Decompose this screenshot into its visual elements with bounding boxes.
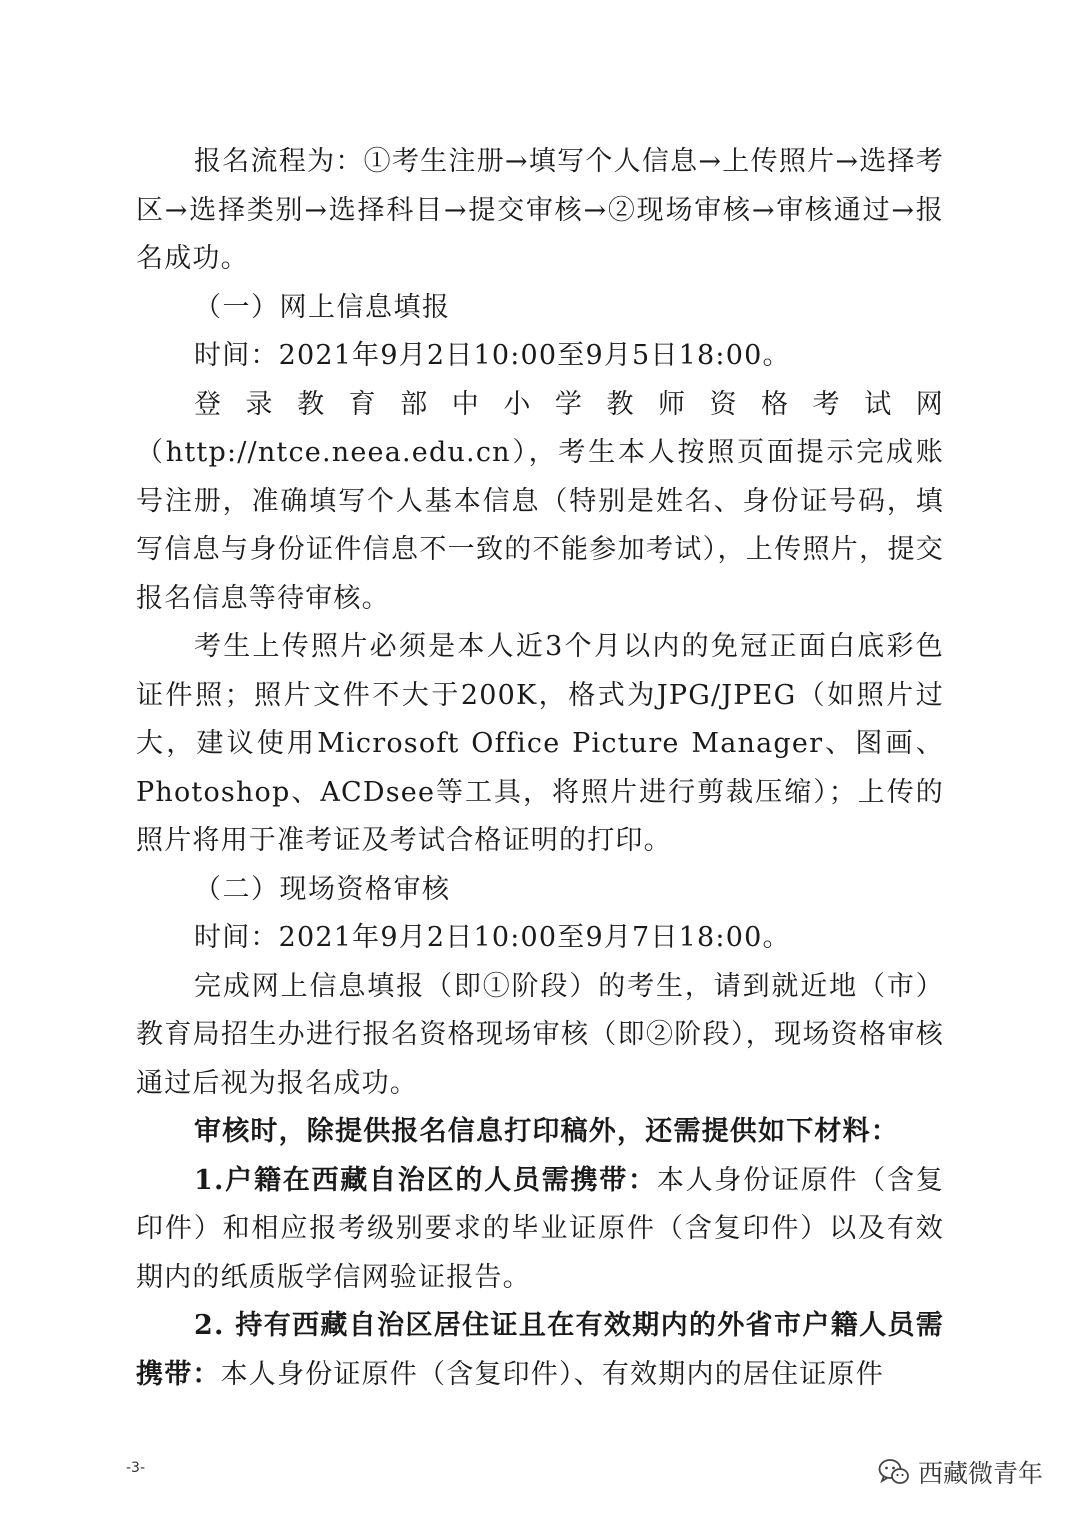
paragraph-materials-heading: 审核时，除提供报名信息打印稿外，还需提供如下材料： xyxy=(194,1116,899,1147)
materials-2-text: 本人身份证原件（含复印件）、有效期内的居住证原件 xyxy=(220,1358,884,1390)
paragraph-process: 报名流程为：①考生注册→填写个人信息→上传照片→选择考区→选择类别→选择科目→提交审核→②现场审核→审核通过→报名成功。 xyxy=(136,146,944,274)
paragraph-online-time: 时间：2021年9月2日10:00至9月5日18:00。 xyxy=(194,340,791,371)
materials-1-label: 1.户籍在西藏自治区的人员需携带： xyxy=(194,1164,657,1196)
paragraph-materials-1 xyxy=(136,1157,944,1303)
watermark xyxy=(878,1452,1043,1492)
materials-1-text: 本人身份证原件（含复印件）和相应报考级别要求的毕业证原件（含复印件）以及有效期内的纸质版学信网验证报告。 xyxy=(136,1164,944,1293)
paragraph-onsite-instructions: 完成网上信息填报（即①阶段）的考生，请到就近地（市）教育局招生办进行报名资格现场审核（即②阶段），现场资格审核通过后视为报名成功。 xyxy=(136,970,944,1099)
page-number: -3- xyxy=(126,1460,146,1476)
paragraph-materials-2 xyxy=(136,1302,944,1399)
document-body xyxy=(136,138,944,1399)
paragraph-photo: 考生上传照片必须是本人近3个月以内的免冠正面白底彩色证件照；照片文件不大于200K，格式为JPG/JPEG（如照片过大，建议使用Microsoft Office Picture Manager、图画、Photoshop、ACDsee等工具，将照片进行剪裁压缩）；上传的照片将用于准考证及考试合格证明的打印。 xyxy=(136,631,944,856)
materials-2-label: 2. 持有西藏自治区居住证且在有效期内的外省市户籍人员需携带： xyxy=(136,1310,944,1390)
heading-online-registration: （一）网上信息填报 xyxy=(194,291,451,323)
watermark-text: 西藏微青年 xyxy=(918,1459,1044,1488)
wechat-icon xyxy=(878,1457,910,1487)
paragraph-login: 登录教育部中小学教师资格考试网（http://ntce.neea.edu.cn），考生本人按照页面提示完成账号注册，准确填写个人基本信息（特别是姓名、身份证号码，填写信息与身份证件信息不一致的不能参加考试），上传照片，提交报名信息等待审核。 xyxy=(136,388,944,614)
paragraph-onsite-time: 时间：2021年9月2日10:00至9月7日18:00。 xyxy=(194,922,791,953)
heading-onsite-review: （二）现场资格审核 xyxy=(194,873,451,905)
